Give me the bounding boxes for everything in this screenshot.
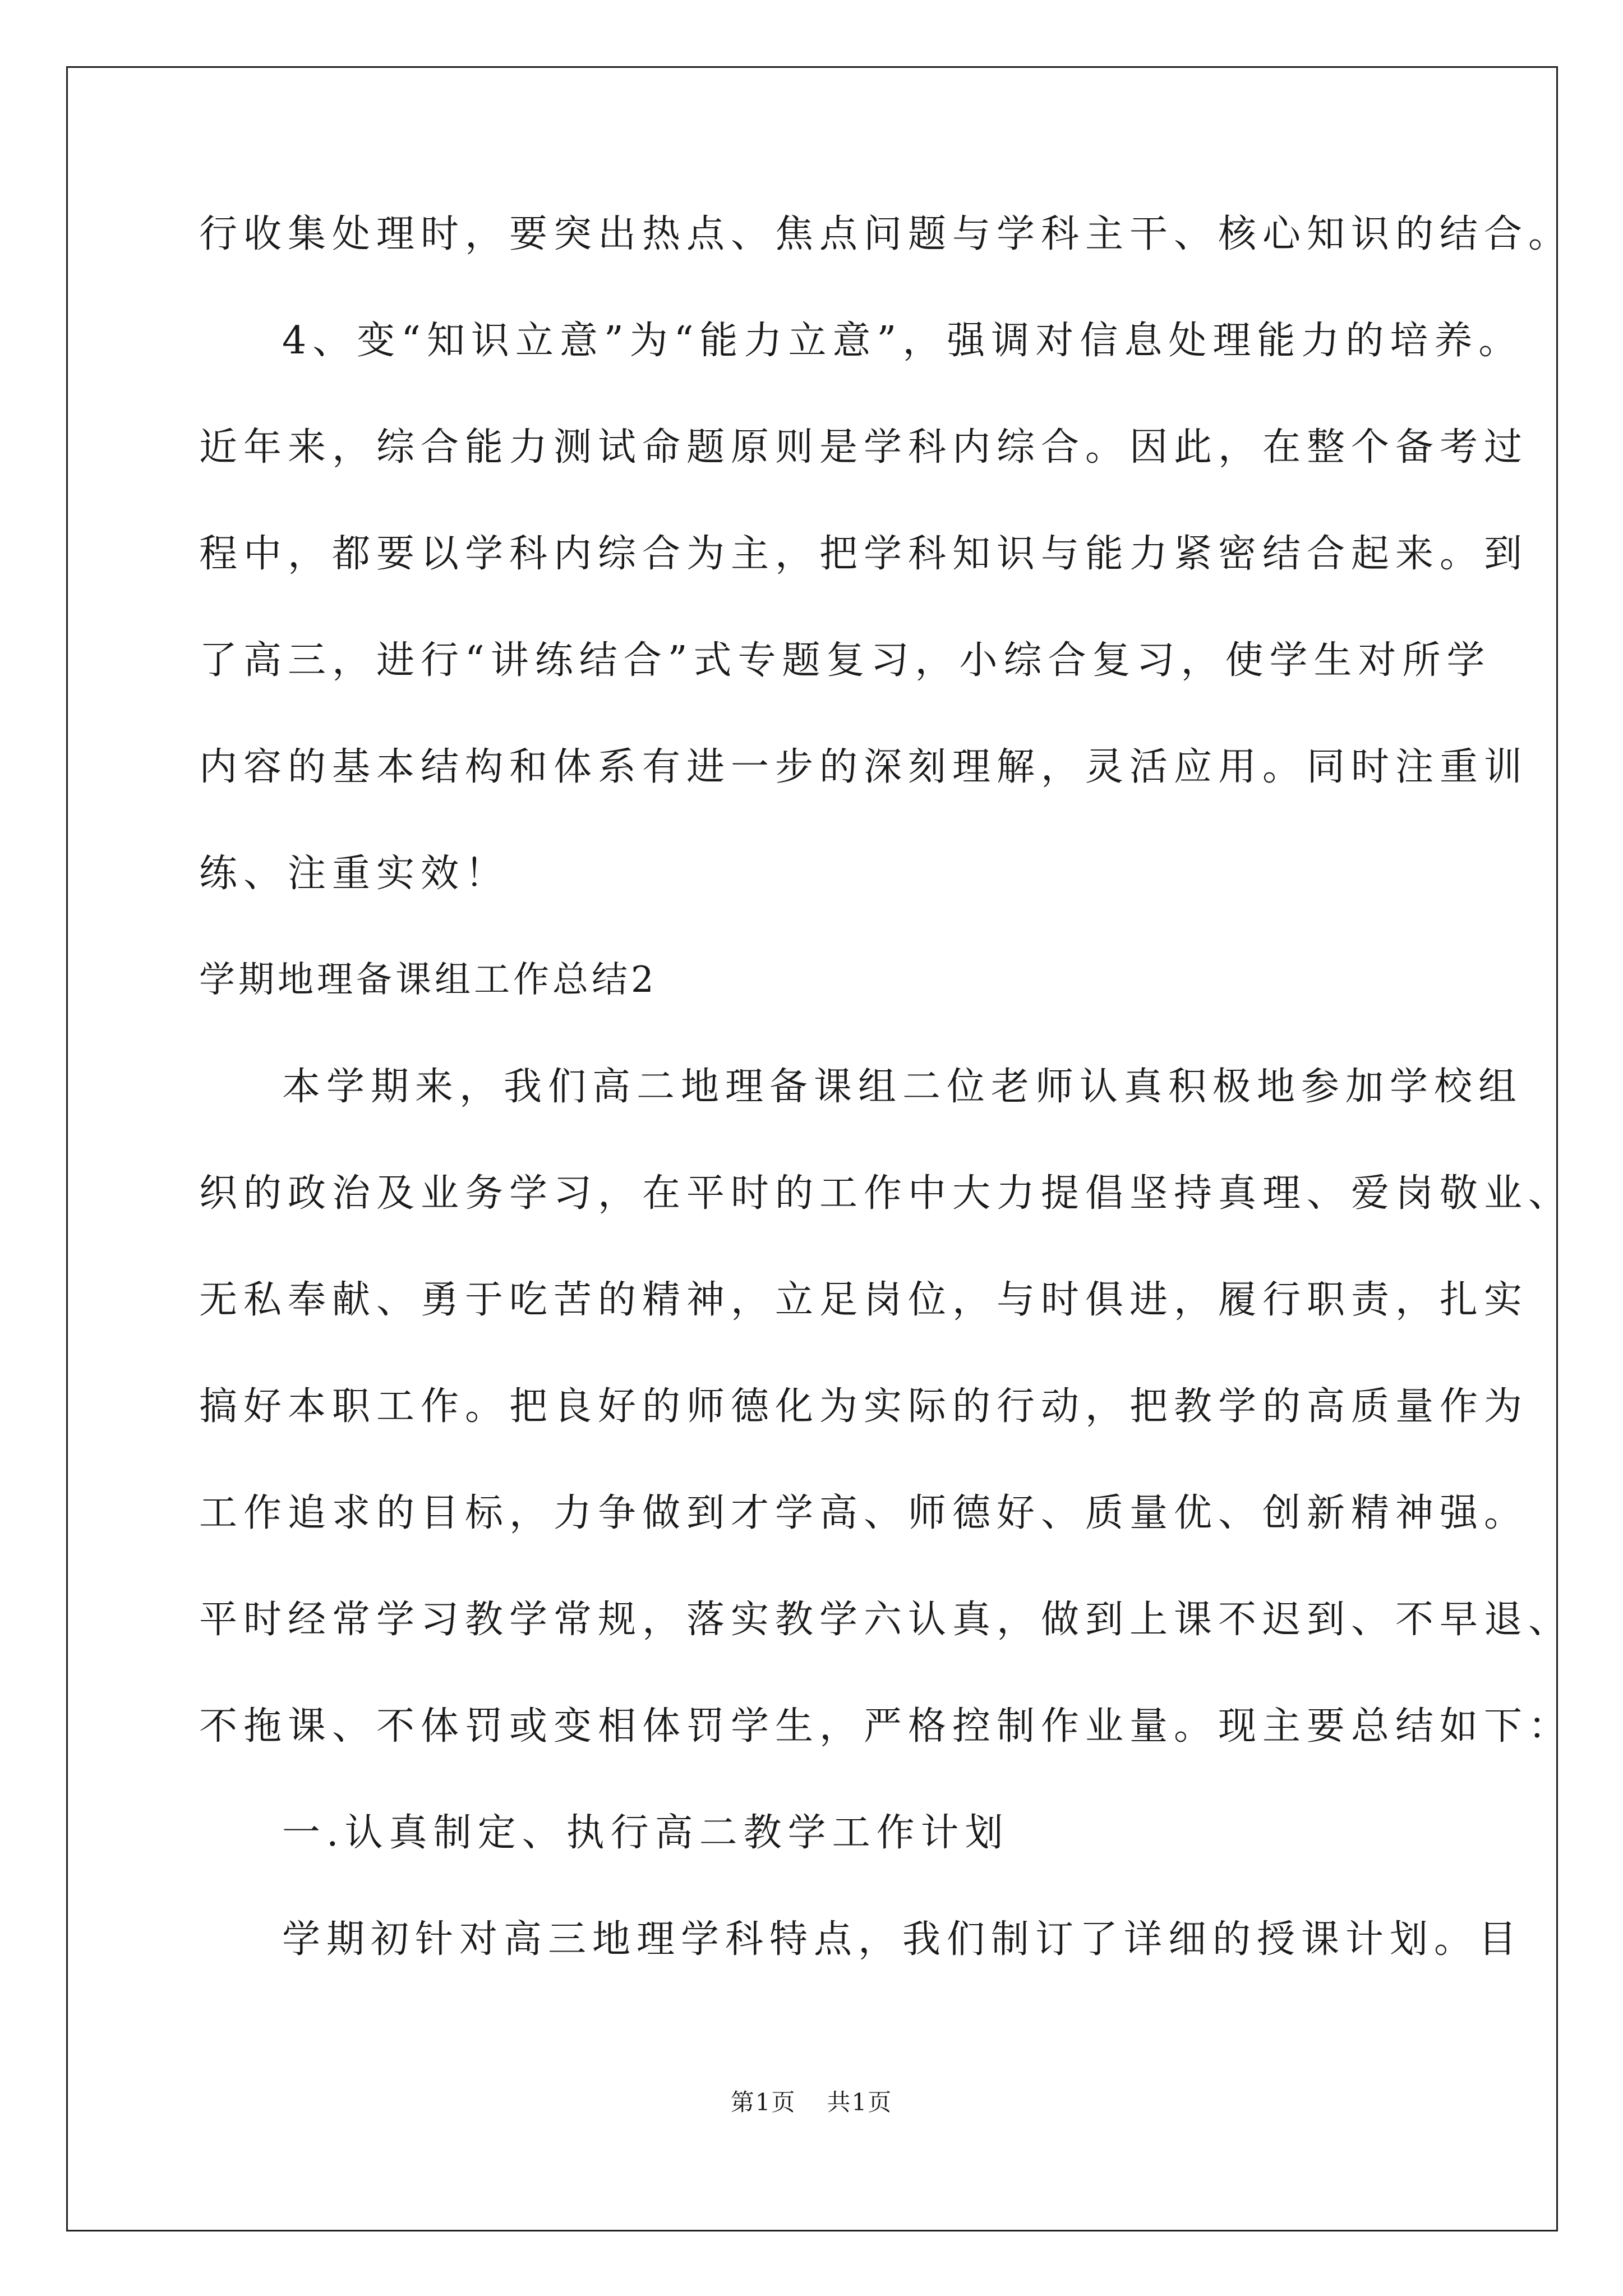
text-line: 工作追求的目标，力争做到才学高、师德好、质量优、创新精神强。 bbox=[199, 1491, 1529, 1535]
text-line: 搞好本职工作。把良好的师德化为实际的行动，把教学的高质量作为 bbox=[199, 1384, 1529, 1429]
text-line: 程中，都要以学科内综合为主，把学科知识与能力紧密结合起来。到 bbox=[199, 532, 1529, 576]
text-line: 行收集处理时，要突出热点、焦点问题与学科主干、核心知识的结合。 bbox=[199, 212, 1573, 256]
text-line: 了高三，进行“讲练结合”式专题复习，小综合复习，使学生对所学 bbox=[199, 638, 1491, 683]
text-line: 内容的基本结构和体系有进一步的深刻理解，灵活应用。同时注重训 bbox=[199, 745, 1529, 789]
text-line: 不拖课、不体罚或变相体罚学生，严格控制作业量。现主要总结如下： bbox=[199, 1704, 1573, 1749]
page-total: 共1页 bbox=[827, 2088, 893, 2116]
text-line: 平时经常学习教学常规，落实教学六认真，做到上课不迟到、不早退、 bbox=[199, 1598, 1573, 1642]
text-line: 4、变“知识立意”为“能力立意”，强调对信息处理能力的培养。 bbox=[282, 319, 1523, 363]
text-line: 织的政治及业务学习，在平时的工作中大力提倡坚持真理、爱岗敬业、 bbox=[199, 1171, 1573, 1216]
document-body bbox=[199, 208, 1573, 2019]
page-number: 第1页 bbox=[730, 2088, 796, 2116]
text-line: 学期初针对高三地理学科特点，我们制订了详细的授课计划。目 bbox=[282, 1917, 1523, 1962]
text-line: 近年来，综合能力测试命题原则是学科内综合。因此，在整个备考过 bbox=[199, 425, 1529, 470]
text-line: 练、注重实效！ bbox=[199, 852, 510, 896]
page-footer bbox=[0, 2084, 1623, 2118]
text-line: 本学期来，我们高二地理备课组二位老师认真积极地参加学校组 bbox=[282, 1065, 1523, 1109]
subsection-heading: 一.认真制定、执行高二教学工作计划 bbox=[282, 1811, 1009, 1855]
text-line: 无私奉献、勇于吃苦的精神，立足岗位，与时俱进，履行职责，扎实 bbox=[199, 1278, 1529, 1322]
section-heading: 学期地理备课组工作总结2 bbox=[199, 959, 657, 1001]
